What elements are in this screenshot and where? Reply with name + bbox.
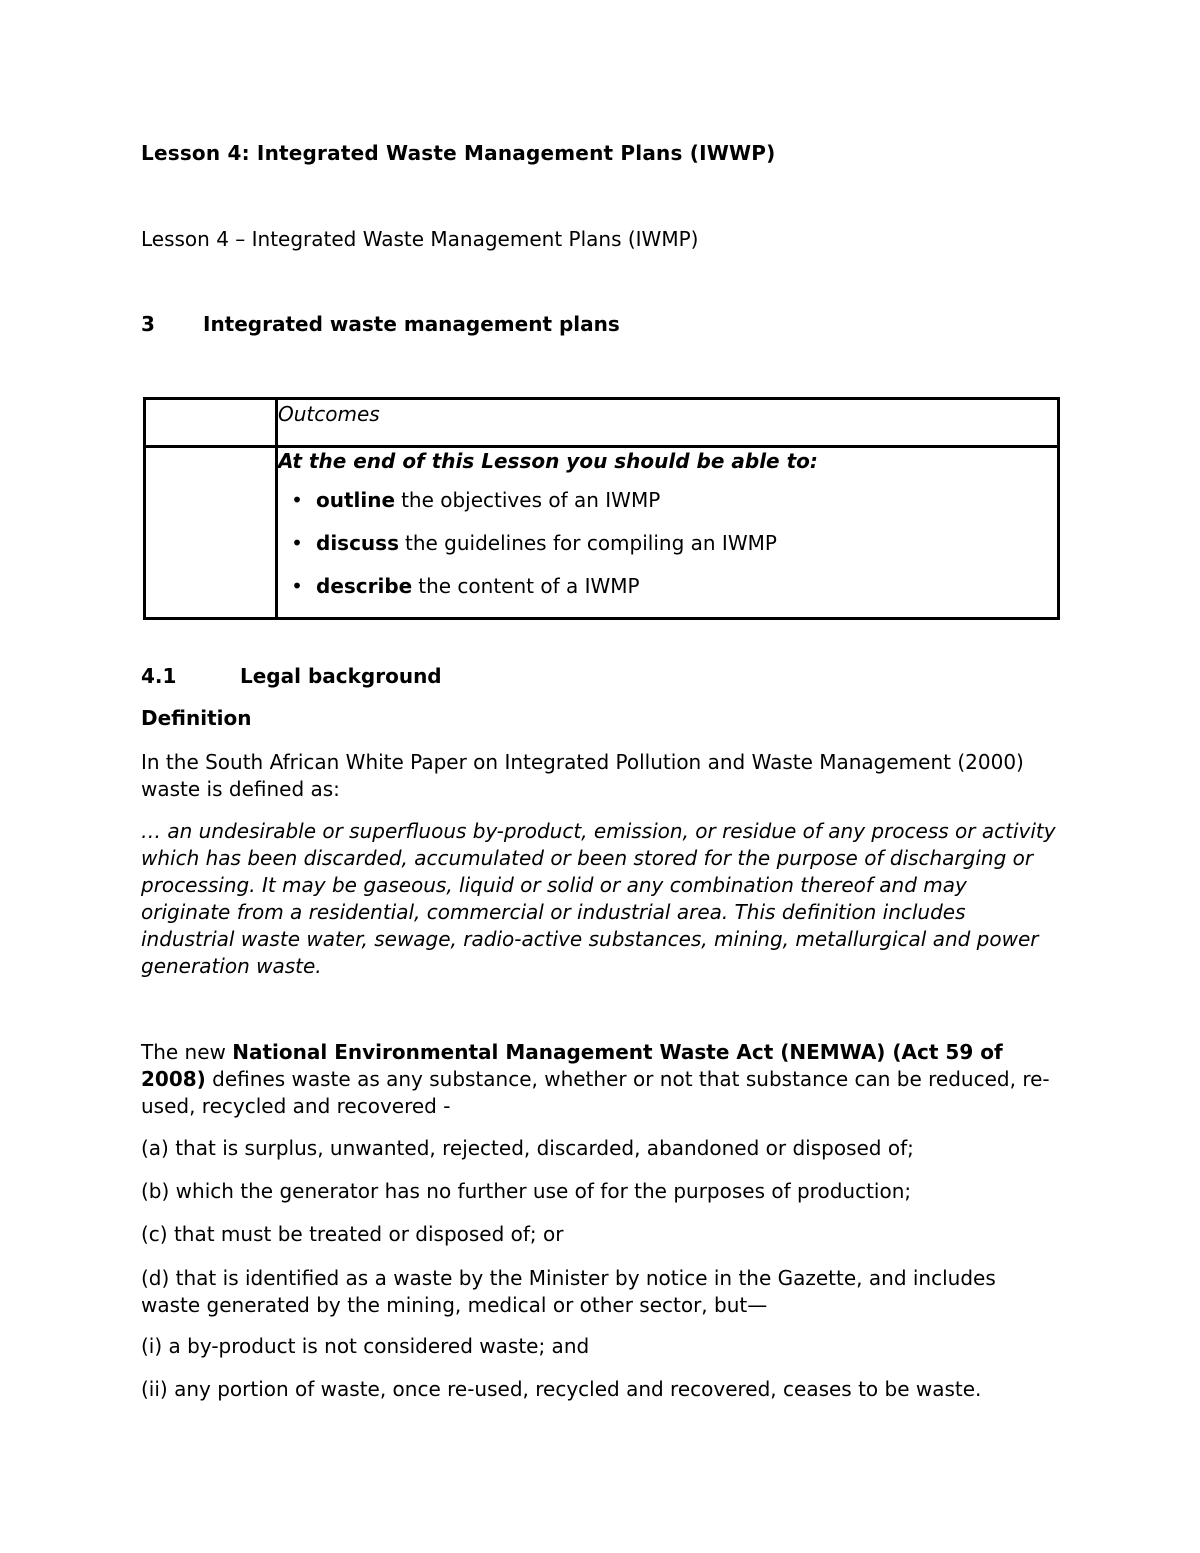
section-3-number: 3 xyxy=(141,312,155,336)
definition-heading: Definition xyxy=(141,706,252,730)
section-4-1-number: 4.1 xyxy=(141,664,177,688)
white-paper-intro: In the South African White Paper on Integrated Pollution and Waste Management (2000) waste is defined as: xyxy=(141,750,1024,801)
section-4-1-title: Legal background xyxy=(240,664,442,688)
white-paper-quote: … an undesirable or superfluous by-product, emission, or residue of any process or activity which has been discarded, accumulated or been stored for the purpose of discharging or processing. It may be gaseous, liquid or solid or any combination thereof and may originate from a residential, commercial or industrial area. This definition includes industrial waste water, sewage, radio-active substances, mining, metallurgical and power generation waste. xyxy=(141,819,1056,978)
outcomes-table xyxy=(143,397,1060,620)
nemwa-act-name: National Environmental Management Waste Act (NEMWA) (Act 59 of 2008) xyxy=(141,1040,1003,1091)
outcome-verb: outline xyxy=(316,488,396,512)
section-3-title: Integrated waste management plans xyxy=(203,312,620,336)
outcome-text: the content of a IWMP xyxy=(418,574,640,598)
outcome-item xyxy=(278,574,777,617)
clause-ii: (ii) any portion of waste, once re-used, recycled and recovered, ceases to be waste. xyxy=(141,1377,982,1401)
section-3-heading xyxy=(141,312,620,336)
outcome-text: the guidelines for compiling an IWMP xyxy=(404,531,777,555)
clause-a: (a) that is surplus, unwanted, rejected, discarded, abandoned or disposed of; xyxy=(141,1136,914,1160)
outcome-verb: describe xyxy=(316,574,413,598)
section-4-1-heading xyxy=(141,664,442,688)
clause-c: (c) that must be treated or disposed of; or xyxy=(141,1222,564,1246)
outcome-item xyxy=(278,531,777,574)
outcome-text: the objectives of an IWMP xyxy=(401,488,661,512)
nemwa-paragraph xyxy=(141,1039,1061,1120)
nemwa-rest: defines waste as any substance, whether or not that substance can be reduced, re-used, recycled and recovered - xyxy=(141,1067,1050,1118)
bullet-icon: • xyxy=(291,488,303,512)
bullet-icon: • xyxy=(291,574,303,598)
outcomes-list xyxy=(278,488,777,617)
bullet-icon: • xyxy=(291,531,303,555)
lesson-title: Lesson 4: Integrated Waste Management Plans (IWWP) xyxy=(141,141,776,165)
outcome-verb: discuss xyxy=(316,531,399,555)
nemwa-lead: The new xyxy=(141,1040,233,1064)
outcomes-header: Outcomes xyxy=(278,402,380,426)
clause-d: (d) that is identified as a waste by the Minister by notice in the Gazette, and includes waste generated by the mining, medical or other sector, but— xyxy=(141,1266,996,1317)
outcomes-lead: At the end of this Lesson you should be able to: xyxy=(278,449,818,473)
table-divider-horizontal xyxy=(146,445,1057,448)
clause-b: (b) which the generator has no further use of for the purposes of production; xyxy=(141,1179,912,1203)
lesson-subtitle: Lesson 4 – Integrated Waste Management Plans (IWMP) xyxy=(141,227,699,251)
clause-i: (i) a by-product is not considered waste; and xyxy=(141,1334,590,1358)
outcome-item xyxy=(278,488,777,531)
